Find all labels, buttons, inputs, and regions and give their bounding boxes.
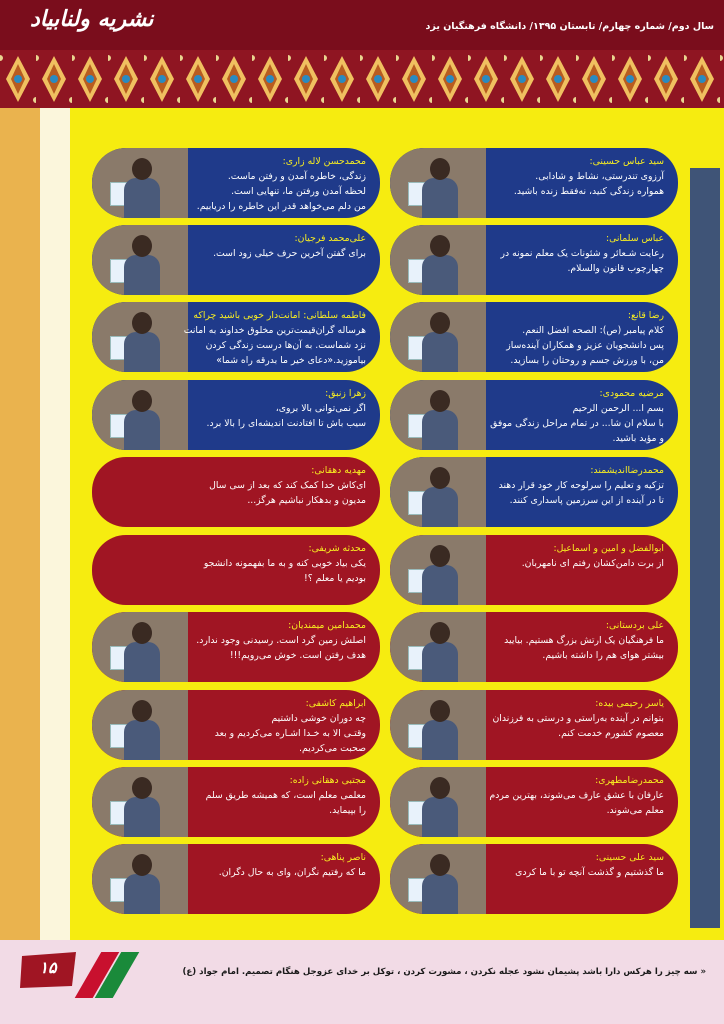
person-body — [422, 410, 458, 450]
person-photo — [92, 612, 188, 682]
message-card — [390, 380, 678, 450]
card-line: صحبت می‌کردیم. — [299, 743, 366, 754]
card-line: وقتـی الا به خـدا اشـاره می‌کردیم و بعد — [214, 728, 366, 739]
person-photo — [390, 690, 486, 760]
person-body — [422, 332, 458, 372]
card-line: اصلش زمین گرد است. رسیدنی وجود ندارد. — [196, 635, 366, 646]
person-photo — [390, 612, 486, 682]
card-line: مدیون و بدهکار نباشیم هرگز... — [247, 495, 366, 506]
card-line: لحظه آمدن ورفتن ما، تنهایی است. — [231, 186, 366, 197]
person-photo — [390, 380, 486, 450]
card-line: ای‌کاش خدا کمک کند که بعد از سی سال — [209, 480, 366, 491]
person-body — [422, 797, 458, 837]
card-line: همواره زندگی کنید، نه‌فقط زنده باشید. — [513, 186, 664, 197]
message-card — [92, 535, 380, 605]
card-text — [494, 696, 664, 741]
message-card — [390, 535, 678, 605]
card-text — [196, 154, 366, 214]
card-line: ما گذشتیم و گذشت آنچه تو با ما کردی — [515, 867, 664, 878]
card-line: چه دوران خوشی داشتیم — [271, 713, 366, 724]
person-head — [430, 777, 450, 799]
person-photo — [92, 302, 188, 372]
person-body — [124, 410, 160, 450]
card-text — [494, 154, 664, 199]
card-text — [494, 541, 664, 571]
card-line: سیب باش تا افتادنت اندیشه‌ای را بالا برد. — [206, 418, 366, 429]
card-name: سید عباس حسینی: — [589, 156, 664, 167]
person-body — [124, 332, 160, 372]
card-line: آرزوی تندرستی، نشاط و شادابی. — [535, 171, 664, 182]
person-photo — [92, 690, 188, 760]
message-card — [92, 767, 380, 837]
card-line: عارفان با عشق عارف می‌شوند، بهترین مردم — [489, 790, 664, 801]
message-card — [390, 690, 678, 760]
person-photo — [390, 148, 486, 218]
message-card — [92, 380, 380, 450]
card-name: علی‌محمد فرجیان: — [294, 233, 366, 244]
person-photo — [92, 767, 188, 837]
person-head — [132, 854, 152, 876]
card-line: تا در آینده از این سرزمین پاسداری کنند. — [509, 495, 664, 506]
card-text — [494, 231, 664, 276]
card-name: محمدرضامطهری: — [595, 775, 664, 786]
card-text — [494, 308, 664, 368]
person-head — [430, 158, 450, 180]
person-photo — [390, 844, 486, 914]
card-line: چهارچوب قانون والسلام. — [567, 263, 664, 274]
card-line: رعایت شـعائر و شئونات یک معلم نمونه در — [500, 248, 664, 259]
card-name: ناصر پناهی: — [320, 852, 366, 863]
card-name: محمدرضااندیشمند: — [590, 465, 664, 476]
card-line: کلام پیامبر (ص): الصحه افضل النعم. — [522, 325, 664, 336]
card-line: اگر نمی‌توانی بالا بروی، — [275, 403, 366, 414]
card-name: زهرا زنبق: — [325, 388, 366, 399]
person-head — [132, 777, 152, 799]
person-head — [132, 312, 152, 334]
person-head — [430, 312, 450, 334]
card-name: محمدحسن لاله زاری: — [282, 156, 366, 167]
person-head — [430, 545, 450, 567]
person-body — [422, 720, 458, 760]
card-name: رضا قانع: — [627, 310, 664, 321]
person-head — [430, 622, 450, 644]
card-name: ابراهیم کاشفی: — [305, 698, 366, 709]
person-body — [422, 255, 458, 295]
card-line: معلم می‌شوند. — [606, 805, 664, 816]
message-card — [390, 225, 678, 295]
card-text — [196, 850, 366, 880]
card-line: بیاموزید.«دعای خیر ما بدرقه راه شما» — [216, 355, 366, 366]
card-name: محدثه شریفی: — [308, 543, 366, 554]
person-body — [124, 874, 160, 914]
card-line: بودیم یا معلم ؟! — [304, 573, 366, 584]
message-card — [390, 148, 678, 218]
person-body — [422, 874, 458, 914]
issue-line: سال دوم/ شماره چهارم/ تابستان ۱۳۹۵/ دانشگاه فرهنگیان یزد — [425, 21, 714, 32]
person-photo — [390, 457, 486, 527]
person-head — [132, 622, 152, 644]
card-name: عباس سلمانی: — [605, 233, 664, 244]
vertical-calligraphy — [690, 108, 724, 940]
card-text — [490, 386, 664, 446]
card-name: سید علی حسینی: — [595, 852, 664, 863]
card-line: از برت دامن‌کشان رفتم ای نامهربان. — [521, 558, 664, 569]
card-text — [196, 773, 366, 818]
message-card — [390, 612, 678, 682]
left-decor-band — [0, 108, 40, 940]
person-body — [124, 178, 160, 218]
person-head — [430, 467, 450, 489]
message-card — [390, 844, 678, 914]
card-name: علی بردستانی: — [605, 620, 664, 631]
person-photo — [92, 225, 188, 295]
message-card — [92, 302, 380, 372]
person-head — [132, 158, 152, 180]
message-card — [390, 302, 678, 372]
card-line: معلمی معلم است، که همیشه طریق سلم — [205, 790, 366, 801]
card-name: یاسر رحیمی بیده: — [595, 698, 664, 709]
card-name: ابوالفضل و امین و اسماعیل: — [553, 543, 664, 554]
card-line: پس دانشجویان عزیز و همکاران آینده‌ساز — [506, 340, 664, 351]
logo-text: نشریه ولنابیاد — [30, 6, 154, 32]
card-name: مهدیه دهقانی: — [311, 465, 366, 476]
magazine-logo — [30, 4, 170, 46]
message-card — [92, 225, 380, 295]
card-text — [196, 618, 366, 663]
card-line: یکی بیاد خوبی کنه و به ما بفهمونه دانشجو — [203, 558, 366, 569]
person-head — [430, 390, 450, 412]
card-line: ما فرهنگیان یک ارتش بزرگ هستیم. بیایید — [504, 635, 664, 646]
card-line: معصوم کشورم خدمت کنم. — [558, 728, 664, 739]
person-body — [124, 797, 160, 837]
person-photo — [92, 844, 188, 914]
person-head — [132, 390, 152, 412]
person-photo — [92, 380, 188, 450]
message-card — [390, 457, 678, 527]
card-line: با سلام ان شا... در تمام مراحل زندگی موفق — [490, 418, 664, 429]
person-photo — [390, 535, 486, 605]
card-line: ما که رفتیم نگران، وای به حال دگران. — [218, 867, 366, 878]
card-name: فاطمه سلطانی: امانت‌دار خوبی باشید چراکه — [193, 310, 366, 321]
card-line: را بپیماید. — [329, 805, 366, 816]
message-card — [92, 148, 380, 218]
person-body — [124, 720, 160, 760]
card-text — [196, 386, 366, 431]
card-text — [196, 696, 366, 756]
person-head — [132, 700, 152, 722]
person-head — [430, 235, 450, 257]
card-text — [196, 231, 366, 261]
footer-quote: « سه چیز را هرکس دارا باشد پشیمان نشود عجله نکردن ، مشورت کردن ، توکل بر خدای عزوجل هنگام تصمیم. امام جواد (ع) — [182, 967, 706, 977]
card-line: نزد شماست. به آن‌ها درست زندگی کردن — [205, 340, 366, 351]
right-vertical-band — [690, 108, 724, 940]
card-text — [494, 850, 664, 880]
card-line: من دلم می‌خواهد قدر این خاطره را دریابیم. — [196, 201, 366, 212]
person-photo — [92, 148, 188, 218]
person-photo — [390, 302, 486, 372]
person-body — [422, 178, 458, 218]
card-name: مرضیه محمودی: — [599, 388, 664, 399]
ornament-pattern — [0, 50, 724, 108]
card-text — [104, 463, 366, 508]
page-number: ۱۵ — [39, 958, 57, 977]
person-photo — [390, 225, 486, 295]
card-line: هدف رفتن است. خوش می‌رویم!!! — [229, 650, 366, 661]
person-head — [132, 235, 152, 257]
message-card — [92, 612, 380, 682]
card-name: محمدامین میمندیان: — [288, 620, 366, 631]
person-head — [430, 854, 450, 876]
card-text — [104, 541, 366, 586]
message-card — [92, 844, 380, 914]
person-body — [124, 255, 160, 295]
card-line: تزکیه و تعلیم را سرلوحه کار خود قرار دهند — [498, 480, 664, 491]
person-photo — [390, 767, 486, 837]
card-line: برای گفتن آخرین حرف خیلی زود است. — [213, 248, 366, 259]
message-card — [390, 767, 678, 837]
card-text — [494, 463, 664, 508]
card-line: بسم ا... الرحمن الرحیم — [572, 403, 664, 414]
message-card — [92, 690, 380, 760]
person-head — [430, 700, 450, 722]
card-text — [183, 308, 366, 368]
card-line: هرساله گران‌قیمت‌ترین مخلوق خداوند به امانت — [183, 325, 366, 336]
person-body — [422, 642, 458, 682]
person-body — [124, 642, 160, 682]
card-line: زندگی، خاطره آمدن و رفتن ماست. — [227, 171, 366, 182]
card-name: مجتبی دهقانی زاده: — [289, 775, 366, 786]
message-card — [92, 457, 380, 527]
ornament-band — [0, 50, 724, 108]
card-text — [494, 618, 664, 663]
card-line: بتوانم در آینده به‌راستی و درستی به فرزندان — [492, 713, 664, 724]
card-line: من، با ورزش جسم و روحتان را بسازید. — [510, 355, 664, 366]
card-line: و مؤید باشید. — [612, 433, 664, 444]
person-body — [422, 487, 458, 527]
card-line: بیشتر هوای هم را داشته باشیم. — [542, 650, 664, 661]
card-text — [489, 773, 664, 818]
person-body — [422, 565, 458, 605]
